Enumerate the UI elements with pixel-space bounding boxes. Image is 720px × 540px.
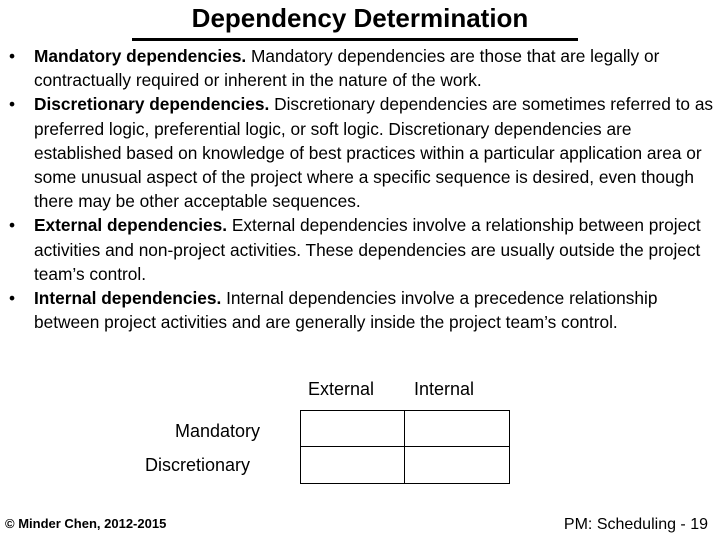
bullet-lead: External dependencies.: [34, 215, 228, 236]
matrix-row-discretionary: Discretionary: [145, 455, 251, 475]
footer-copyright: © Minder Chen, 2012-2015: [5, 516, 167, 531]
footer-page-number: PM: Scheduling - 19: [563, 516, 708, 533]
bullet-external: [0, 213, 720, 286]
matrix-column-external: External: [308, 379, 375, 399]
bullet-mandatory: [0, 44, 720, 92]
bullet-text: Internal dependencies involve a precedence relationship between project activities and are generally inside the project team’s control.: [34, 288, 658, 333]
bullet-marker: •: [9, 94, 16, 115]
bullet-marker: •: [9, 46, 16, 66]
bullet-marker: •: [9, 215, 16, 236]
matrix-cell-discretionary-internal: [404, 446, 510, 484]
bullet-text: Mandatory dependencies are those that are legally or contractually required or inherent in the nature of the work.: [34, 46, 660, 91]
bullet-marker: •: [9, 288, 16, 309]
bullet-lead: Discretionary dependencies.: [34, 94, 270, 115]
matrix-cell-discretionary-external: [300, 446, 406, 484]
bullet-discretionary: [0, 92, 720, 213]
matrix-cell-mandatory-internal: [404, 410, 510, 448]
bullet-lead: Internal dependencies.: [34, 288, 222, 309]
matrix-row-mandatory: Mandatory: [175, 421, 261, 441]
matrix-column-internal: Internal: [414, 379, 475, 399]
title-underline: [132, 38, 578, 41]
bullet-lead: Mandatory dependencies.: [34, 46, 247, 66]
bullet-list: [0, 44, 720, 334]
matrix-cell-mandatory-external: [300, 410, 406, 448]
bullet-text: Discretionary dependencies are sometimes referred to as preferred logic, preferential logic, or soft logic. Discretionary dependencies are established based on knowledge of best practices within a particular application area or some unusual aspect of the project where a specific sequence is desired, even though there may be other acceptable sequences.: [34, 94, 714, 212]
slide-title: Dependency Determination: [191, 3, 529, 33]
bullet-internal: [0, 286, 720, 334]
bullet-text: External dependencies involve a relationship between project activities and non-project activities. These dependencies are usually outside the project team’s control.: [34, 215, 701, 284]
